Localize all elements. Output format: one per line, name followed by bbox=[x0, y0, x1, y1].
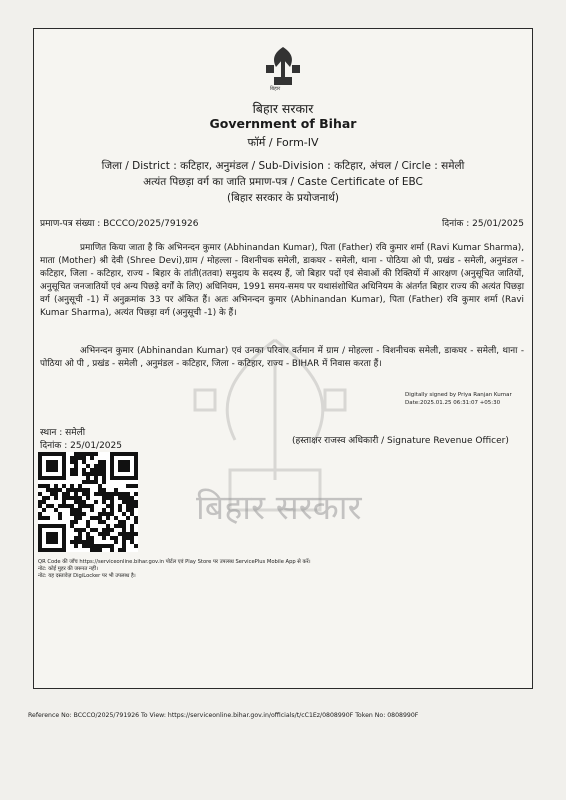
reference-footer: Reference No: BCCCO/2025/791926 To View: https://serviceonline.bihar.gov.in/officials/t/cC1Ez/0808990F Token No: 0808990F bbox=[28, 712, 419, 719]
bihar-emblem-icon bbox=[260, 45, 306, 91]
qr-code bbox=[38, 452, 138, 552]
purpose-line: (बिहार सरकार के प्रयोजनार्थ) bbox=[227, 192, 339, 204]
title-english: Government of Bihar bbox=[209, 116, 357, 131]
certificate-number: प्रमाण-पत्र संख्या : BCCCO/2025/791926 bbox=[40, 219, 199, 229]
qr-digilocker-note: नोट: यह दस्तावेज़ DigiLocker पर भी उपलब्ध है। bbox=[38, 573, 136, 579]
watermark-text: बिहार सरकार bbox=[196, 488, 362, 528]
residence-paragraph: अभिनन्दन कुमार (Abhinandan Kumar) एवं उनका परिवार वर्तमान में ग्राम / मोहल्ला - विशनीचक समेली, डाकघर - समेली, थाना - पोठिया ओ पी , प्रखंड - समेली , अनुमंडल - कटिहार, जिला - कटिहार, राज्य - BIHAR में निवास करता हैं। bbox=[40, 346, 524, 369]
place: स्थान : समेली bbox=[40, 428, 86, 438]
certificate-date: दिनांक : 25/01/2025 bbox=[442, 219, 524, 229]
digital-signed-by: Digitally signed by Priya Ranjan Kumar bbox=[405, 392, 512, 398]
form-label: फॉर्म / Form-IV bbox=[247, 136, 319, 149]
qr-stamp-note: नोट: कोई मुहर की जरूरत नहीं। bbox=[38, 566, 98, 572]
certification-paragraph: प्रमाणित किया जाता है कि अभिनन्दन कुमार (Abhinandan Kumar), पिता (Father) रवि कुमार शर्मा (Ravi Kumar Sharma), माता (Mother) श्री देवी (Shree Devi),ग्राम / मोहल्ला - विशनीचक समेली, डाकघर - समेली, थाना - पोठिया ओ पी, प्रखंड - समेली, अनुमंडल - कटिहार, जिला - कटिहार, राज्य - बिहार के तांती(ततवा) समुदाय के सदस्य हैं, जो बिहार पदों एवं सेवाओं की रिक्तियों में आरक्षण (अनुसूचित जातियों, अनुसूचित जनजातियों एवं अन्य पिछड़े वर्गों के लिए) अधिनियम, 1991 समय-समय पर यथासंशोधित अधिनियम के अंतर्गत बिहार राज्य की अत्यंत पिछड़ा वर्ग (अनुसूची -1) में अनुक्रमांक 33 पर अंकित हैं। अतः अभिनन्दन कुमार (Abhinandan Kumar), पिता (Father) रवि कुमार शर्मा (Ravi Kumar Sharma), अत्यंत पिछड़ा वर्ग (अनुसूची -1) के हैं। bbox=[40, 243, 524, 318]
emblem-caption: बिहार bbox=[270, 86, 281, 92]
title-hindi: बिहार सरकार bbox=[252, 101, 314, 116]
qr-verify-note: QR Code की जाँच https://serviceonline.bihar.gov.in पोर्टल एवं Play Store पर उपलब्ध ServicePlus Mobile App से करें। bbox=[38, 559, 311, 565]
digital-signature bbox=[405, 391, 512, 407]
issue-date: दिनांक : 25/01/2025 bbox=[40, 441, 122, 451]
signatory-label: (हस्ताक्षर राजस्व अधिकारी / Signature Revenue Officer) bbox=[292, 436, 509, 446]
district-line: जिला / District : कटिहार, अनुमंडल / Sub-Division : कटिहार, अंचल / Circle : समेली bbox=[101, 160, 465, 172]
caste-line: अत्यंत पिछड़ा वर्ग का जाति प्रमाण-पत्र / Caste Certificate of EBC bbox=[143, 176, 423, 188]
digital-sign-date: Date:2025.01.25 06:31:07 +05:30 bbox=[405, 400, 501, 406]
